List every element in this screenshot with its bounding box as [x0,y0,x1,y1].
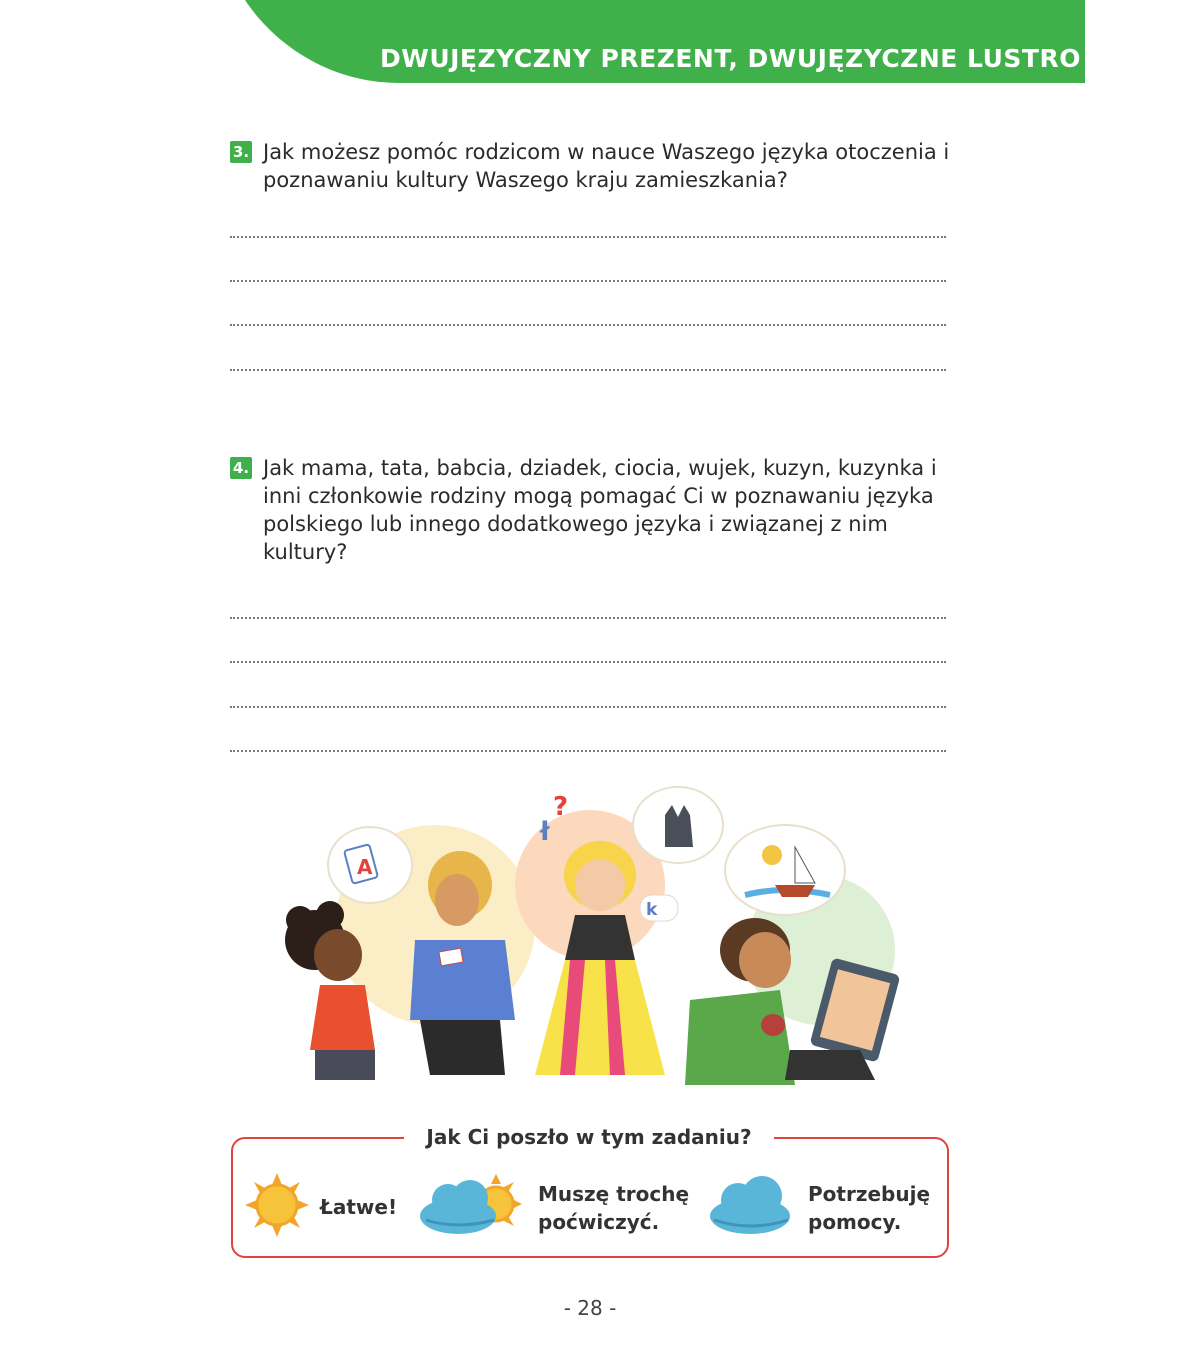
answer-line[interactable] [230,750,946,752]
answer-line[interactable] [230,280,946,282]
option-practice-label-line2: poćwiczyć. [538,1210,660,1234]
answer-line[interactable] [230,706,946,708]
cloud-icon[interactable] [706,1170,796,1240]
bubble-letter: A [357,855,373,879]
option-practice-label-line1: Muszę trochę [538,1182,690,1206]
answer-line[interactable] [230,236,946,238]
task-question: Jak mama, tata, babcia, dziadek, ciocia, wujek, kuzyn, kuzynka i inni członkowie rodziny mogą pomagać Ci w poznawaniu języka polskiego lub innego dodatkowego języka i związanej z nim kultury? [263,456,937,564]
answer-line[interactable] [230,369,946,371]
self-assessment-title: Jak Ci poszło w tym zadaniu? [404,1124,774,1150]
answer-line[interactable] [230,324,946,326]
bubble-letter: k [646,900,658,920]
option-help-label-line1: Potrzebuję [808,1182,931,1206]
sun-icon[interactable] [245,1173,309,1237]
boat-thought-bubble [725,825,845,915]
answer-line[interactable] [230,661,946,663]
task-number: 3. [230,141,252,163]
task-question: Jak możesz pomóc rodzicom w nauce Waszego języka otoczenia i poznawaniu kultury Waszego kraju zamieszkania? [263,140,950,192]
page-number: - 28 - [563,1296,617,1320]
option-help-label-line2: pomocy. [808,1210,902,1234]
bubble-letter: ł [540,817,550,847]
chapter-title: DWUJĘZYCZNY PREZENT, DWUJĘZYCZNE LUSTRO [380,44,1081,73]
cat-thought-bubble [633,787,723,863]
task-number: 4. [230,457,252,479]
family-illustration [260,785,920,1100]
option-easy-label: Łatwe! [320,1195,398,1219]
sun-cloud-icon[interactable] [418,1170,528,1240]
cards-thought-bubble [328,827,412,903]
answer-line[interactable] [230,617,946,619]
bubble-letter: ? [553,792,569,822]
